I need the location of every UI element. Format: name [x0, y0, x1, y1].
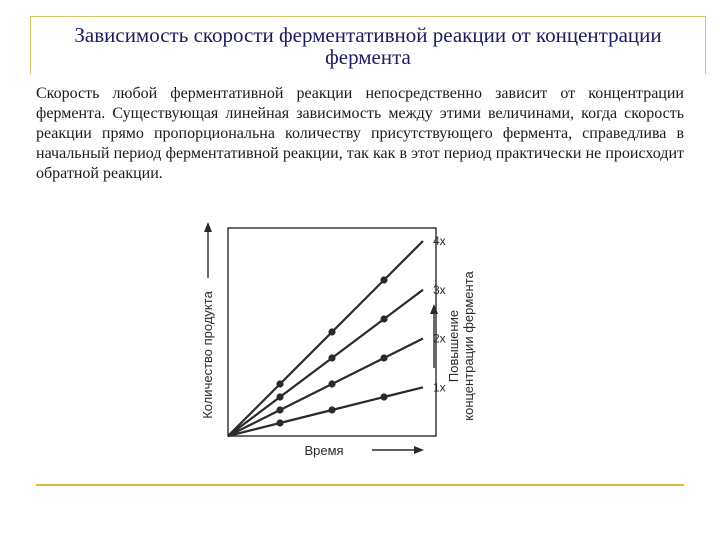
concentration-label-line1: Повышение	[446, 309, 461, 383]
series-label-1x: 1x	[433, 380, 446, 395]
data-point-1x-3	[380, 393, 387, 400]
y-axis-label: Количество продукта	[200, 291, 215, 419]
slide-title: Зависимость скорости ферментативной реакции от концентрации фермента	[74, 23, 662, 69]
footer-rule	[36, 484, 684, 486]
data-point-2x-2	[328, 380, 335, 387]
concentration-arrow-head	[430, 304, 438, 314]
title-frame-left	[30, 16, 31, 74]
title-frame-top	[30, 16, 706, 17]
chart-container	[196, 218, 486, 483]
data-point-1x-1	[276, 419, 283, 426]
series-line-1x	[228, 387, 423, 436]
x-axis-label: Время	[304, 443, 344, 458]
series-line-2x	[228, 339, 423, 437]
series-label-2x: 2x	[433, 331, 446, 346]
data-point-4x-1	[276, 380, 283, 387]
series-line-4x	[228, 241, 423, 436]
data-point-2x-3	[380, 354, 387, 361]
x-axis-arrow-head	[414, 446, 424, 454]
series-label-3x: 3x	[433, 282, 446, 297]
series-line-3x	[228, 290, 423, 436]
data-point-4x-2	[328, 328, 335, 335]
enzyme-rate-chart	[196, 218, 486, 483]
data-point-3x-1	[276, 393, 283, 400]
data-point-2x-1	[276, 406, 283, 413]
series-label-4x: 4x	[433, 234, 446, 248]
data-point-4x-3	[380, 276, 387, 283]
data-point-1x-2	[328, 406, 335, 413]
y-axis-arrow-head	[204, 222, 212, 232]
body-paragraph: Скорость любой ферментативной реакции непосредственно зависит от концентрации фермента. Существующая линейная зависимость между этими величинами, когда скорость реакции прямо пропорциональна количеству присутствующего фермента, справедлива в начальный период ферментативной реакции, так как в этот период практически не происходит обратной реакции.	[36, 85, 684, 182]
data-point-3x-3	[380, 315, 387, 322]
data-point-3x-2	[328, 354, 335, 361]
concentration-label-line2: концентрации фермента	[461, 271, 476, 421]
title-frame-right	[705, 16, 706, 74]
